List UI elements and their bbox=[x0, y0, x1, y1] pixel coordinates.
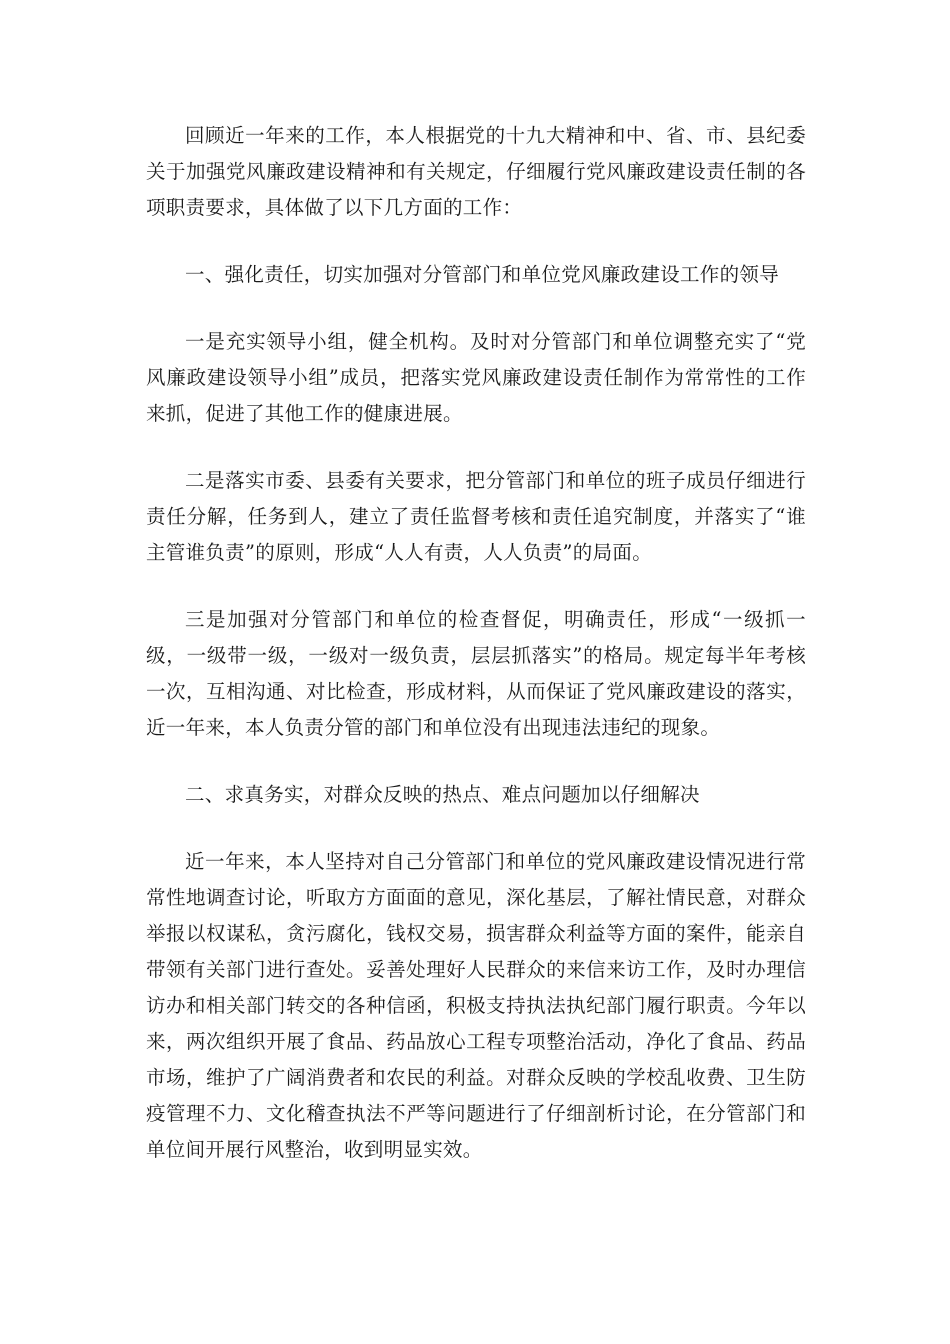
section-heading-1: 一、强化责任，切实加强对分管部门和单位党风廉政建设工作的领导 bbox=[185, 263, 780, 286]
body-paragraph-4: 近一年来，本人坚持对自己分管部门和单位的党风廉政建设情况进行常常性地调查讨论，听取方方面面的意见，深化基层，了解社情民意，对群众举报以权谋私，贪污腐化，钱权交易，损害群众利益等方面的案件，能亲自带领有关部门进行查处。妥善处理好人民群众的来信来访工作，及时办理信访办和相关部门转交的各种信函，积极支持执法执纪部门履行职责。今年以来，两次组织开展了食品、药品放心工程专项整治活动，净化了食品、药品市场，维护了广阔消费者和农民的利益。对群众反映的学校乱收费、卫生防疫管理不力、文化稽查执法不严等问题进行了仔细剖析讨论，在分管部门和单位间开展行风整治，收到明显实效。 bbox=[146, 850, 806, 1161]
body-paragraph-1: 一是充实领导小组，健全机构。及时对分管部门和单位调整充实了“党风廉政建设领导小组”成员，把落实党风廉政建设责任制作为常常性的工作来抓，促进了其他工作的健康进展。 bbox=[146, 330, 806, 425]
document-page bbox=[146, 118, 806, 1199]
body-paragraph-3: 三是加强对分管部门和单位的检查督促，明确责任，形成“一级抓一级，一级带一级，一级对一级负责，层层抓落实”的格局。规定每半年考核一次，互相沟通、对比检查，形成材料，从而保证了党风廉政建设的落实，近一年来，本人负责分管的部门和单位没有出现违法违纪的现象。 bbox=[146, 608, 806, 739]
body-paragraph-2: 二是落实市委、县委有关要求，把分管部门和单位的班子成员仔细进行责任分解，任务到人，建立了责任监督考核和责任追究制度，并落实了“谁主管谁负责”的原则，形成“人人有责，人人负责”的局面。 bbox=[146, 469, 806, 564]
section-heading-2: 二、求真务实，对群众反映的热点、难点问题加以仔细解决 bbox=[185, 783, 700, 806]
intro-paragraph: 回顾近一年来的工作，本人根据党的十九大精神和中、省、市、县纪委关于加强党风廉政建设精神和有关规定，仔细履行党风廉政建设责任制的各项职责要求，具体做了以下几方面的工作： bbox=[146, 124, 806, 219]
